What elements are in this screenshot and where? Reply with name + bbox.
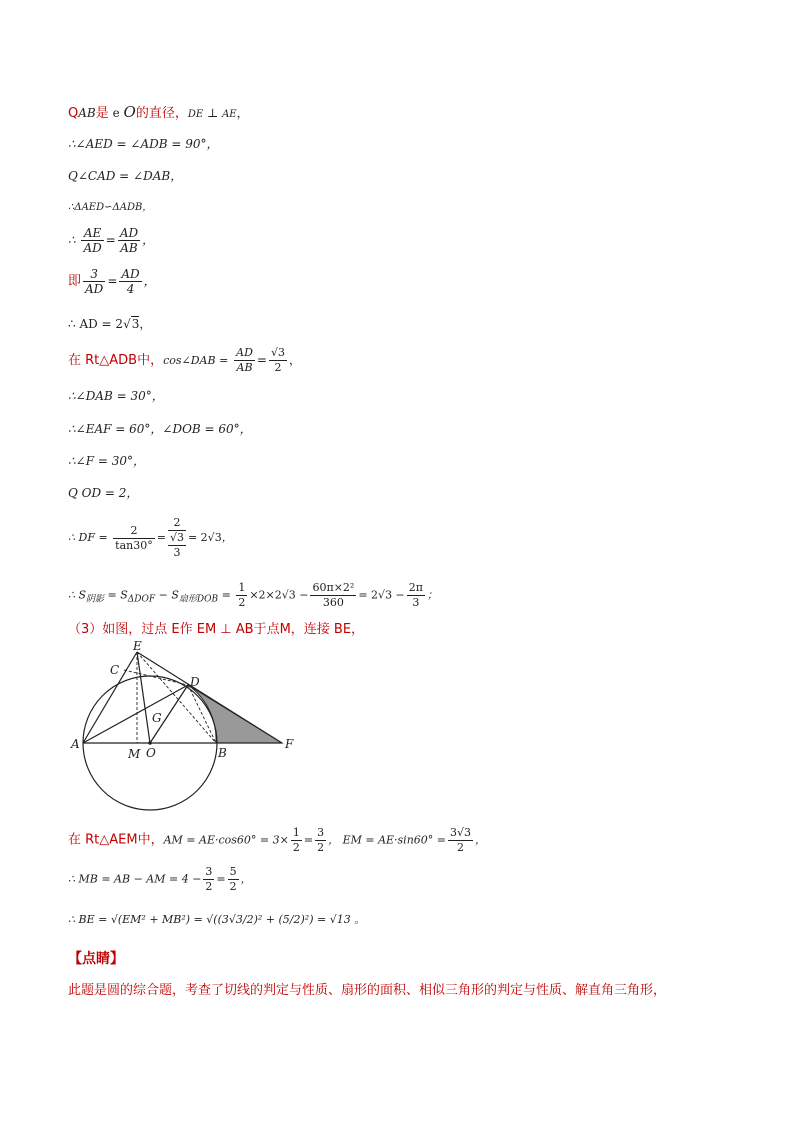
line-f: ∴∠F = 30°， — [68, 454, 145, 468]
line-ab-diameter: QAB是 e O的直径，DE ⊥ AE， — [68, 103, 249, 121]
dianjing-heading: 【点睛】 — [68, 951, 124, 967]
label-g: G — [152, 711, 162, 725]
line-angle-equal: Q∠CAD = ∠DAB， — [68, 169, 183, 183]
label-f: F — [285, 737, 294, 751]
label-m: M — [128, 747, 141, 761]
geometry-figure — [66, 640, 306, 815]
line-am-em: 在 Rt△AEM中，AM = AE·cos60° = 3× $\frac{1}{2}$ = $\frac{3}{2}$ ， EM = AE·sin60° = $\frac{3√3}{2}$ ， — [68, 826, 487, 854]
line-right-angles: ∴∠AED = ∠ADB = 90°， — [68, 137, 219, 151]
label-o: O — [146, 746, 156, 760]
line-part3: （3）如图，过点 E作 EM ⊥ AB于点M，连接 BE， — [68, 622, 365, 637]
line-similar: ∴ΔAED∽ΔADB， — [68, 202, 153, 213]
line-be: ∴ BE = √(EM² + MB²) = √((3√3/2)² + (5/2)²) = √13 。 — [68, 913, 366, 926]
line-ad-value: ∴ AD = 2√ 3， — [68, 316, 151, 332]
label-a: A — [71, 737, 80, 751]
line-cos: 在 Rt△ADB中，cos∠DAB = $\frac{AD}{AB}$ = $\frac{√3}{2}$ ， — [68, 346, 301, 374]
label-c: C — [110, 663, 120, 677]
line-od: Q OD = 2， — [68, 486, 139, 500]
line-df: ∴ DF = $\frac{2}{\tan 30^\circ}$ = 2 √3 3 = 2√3， — [68, 516, 233, 559]
label-e: E — [133, 640, 142, 653]
summary-text: 此题是圆的综合题，考查了切线的判定与性质、扇形的面积、相似三角形的判定与性质、解直角三角形， — [68, 983, 667, 998]
line-mb: ∴ MB = AB − AM = 4 − $\frac{3}{2}$ = $\frac{5}{2}$ ， — [68, 865, 252, 893]
label-b: B — [218, 746, 227, 760]
line-ratio-values: 即 $\frac{3}{AD}$ = $\frac{AD}{4}$ ， — [68, 267, 156, 296]
line-dab: ∴∠DAB = 30°， — [68, 389, 164, 403]
line-eaf-dob: ∴∠EAF = 60°，∠DOB = 60°， — [68, 422, 252, 436]
line-shaded-area: ∴ $S_{阴影} = S_{\Delta DOF} - S_{扇形DOB}$ = $\frac{1}{2}$ ×2×2√3 − $\frac{\text{60π×2²}}{360}$ = 2√3 − $\frac{2\pi}{3}$ ； — [68, 581, 439, 609]
line-ratio: ∴ $\frac{AE}{AD}$ = $\frac{AD}{AB}$ ， — [68, 226, 155, 255]
label-d: D — [190, 675, 200, 689]
